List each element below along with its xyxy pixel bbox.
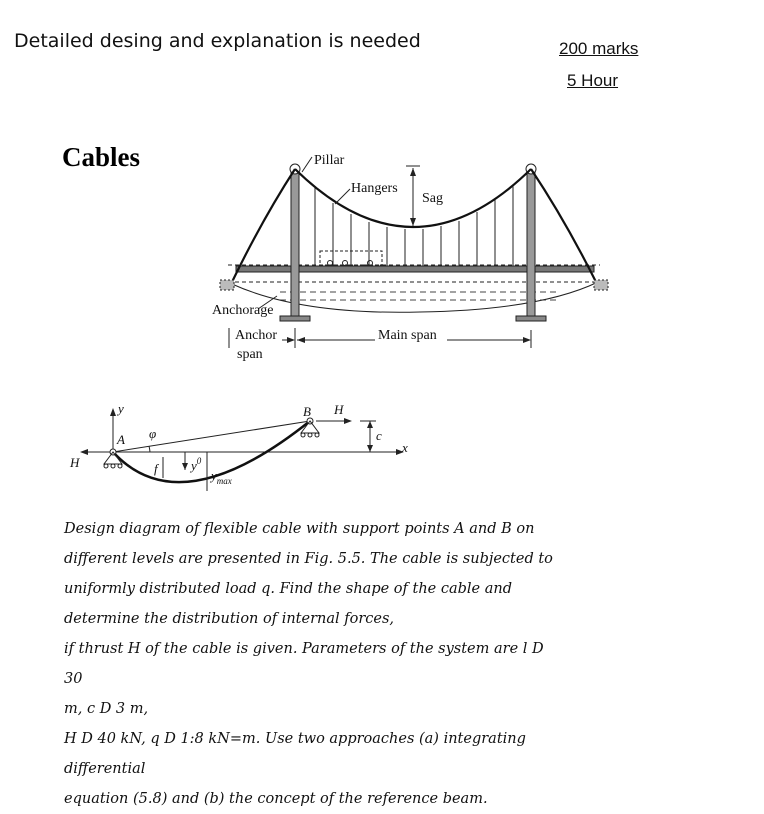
y0-label: $y^0$ xyxy=(191,456,202,473)
problem-line: Design diagram of flexible cable with support points A and B on xyxy=(64,521,535,537)
sag-label: Sag xyxy=(422,191,443,206)
ymax-label: $y_{max}$ xyxy=(211,468,232,486)
problem-statement xyxy=(64,514,564,814)
f-label: f xyxy=(154,461,158,476)
problem-line: differential xyxy=(64,761,146,777)
request-note: Detailed desing and explanation is needed xyxy=(14,30,421,52)
span-label: span xyxy=(237,347,263,362)
c-label: c xyxy=(376,428,382,443)
right-anchor-cable xyxy=(531,169,596,282)
x-axis-label: x xyxy=(402,440,408,455)
pillar-label: Pillar xyxy=(314,153,345,168)
problem-line: determine the distribution of internal forces, xyxy=(64,611,395,627)
problem-line: uniformly distributed load q. Find the shape of the cable and xyxy=(64,581,512,597)
problem-line: if thrust H of the cable is given. Parameters of the system are l D 30 xyxy=(64,641,544,687)
problem-line: m, c D 3 m, xyxy=(64,701,149,717)
point-a-label: A xyxy=(117,432,125,447)
thrust-right-label: H xyxy=(334,402,344,417)
problem-line: equation (5.8) and (b) the concept of the reference beam. xyxy=(64,791,488,807)
angle-label: φ xyxy=(149,426,157,441)
point-b-label: B xyxy=(303,404,311,419)
anchorage-label: Anchorage xyxy=(212,303,274,318)
bridge-deck xyxy=(236,266,594,272)
problem-line: H D 40 kN, q D 1:8 kN=m. Use two approaches (a) integrating xyxy=(64,731,526,747)
section-title: Cables xyxy=(62,142,141,172)
marks-label: 200 marks xyxy=(559,39,639,58)
anchor-label: Anchor xyxy=(235,328,277,343)
right-tower xyxy=(527,170,535,318)
duration-label: 5 Hour xyxy=(567,71,619,90)
y-axis-label: y xyxy=(118,401,124,416)
thrust-left-label: H xyxy=(70,455,80,470)
left-tower xyxy=(291,170,299,318)
hangers-label: Hangers xyxy=(351,181,398,196)
main-span-label: Main span xyxy=(378,328,437,343)
problem-line: different levels are presented in Fig. 5.5. The cable is subjected to xyxy=(64,551,553,567)
